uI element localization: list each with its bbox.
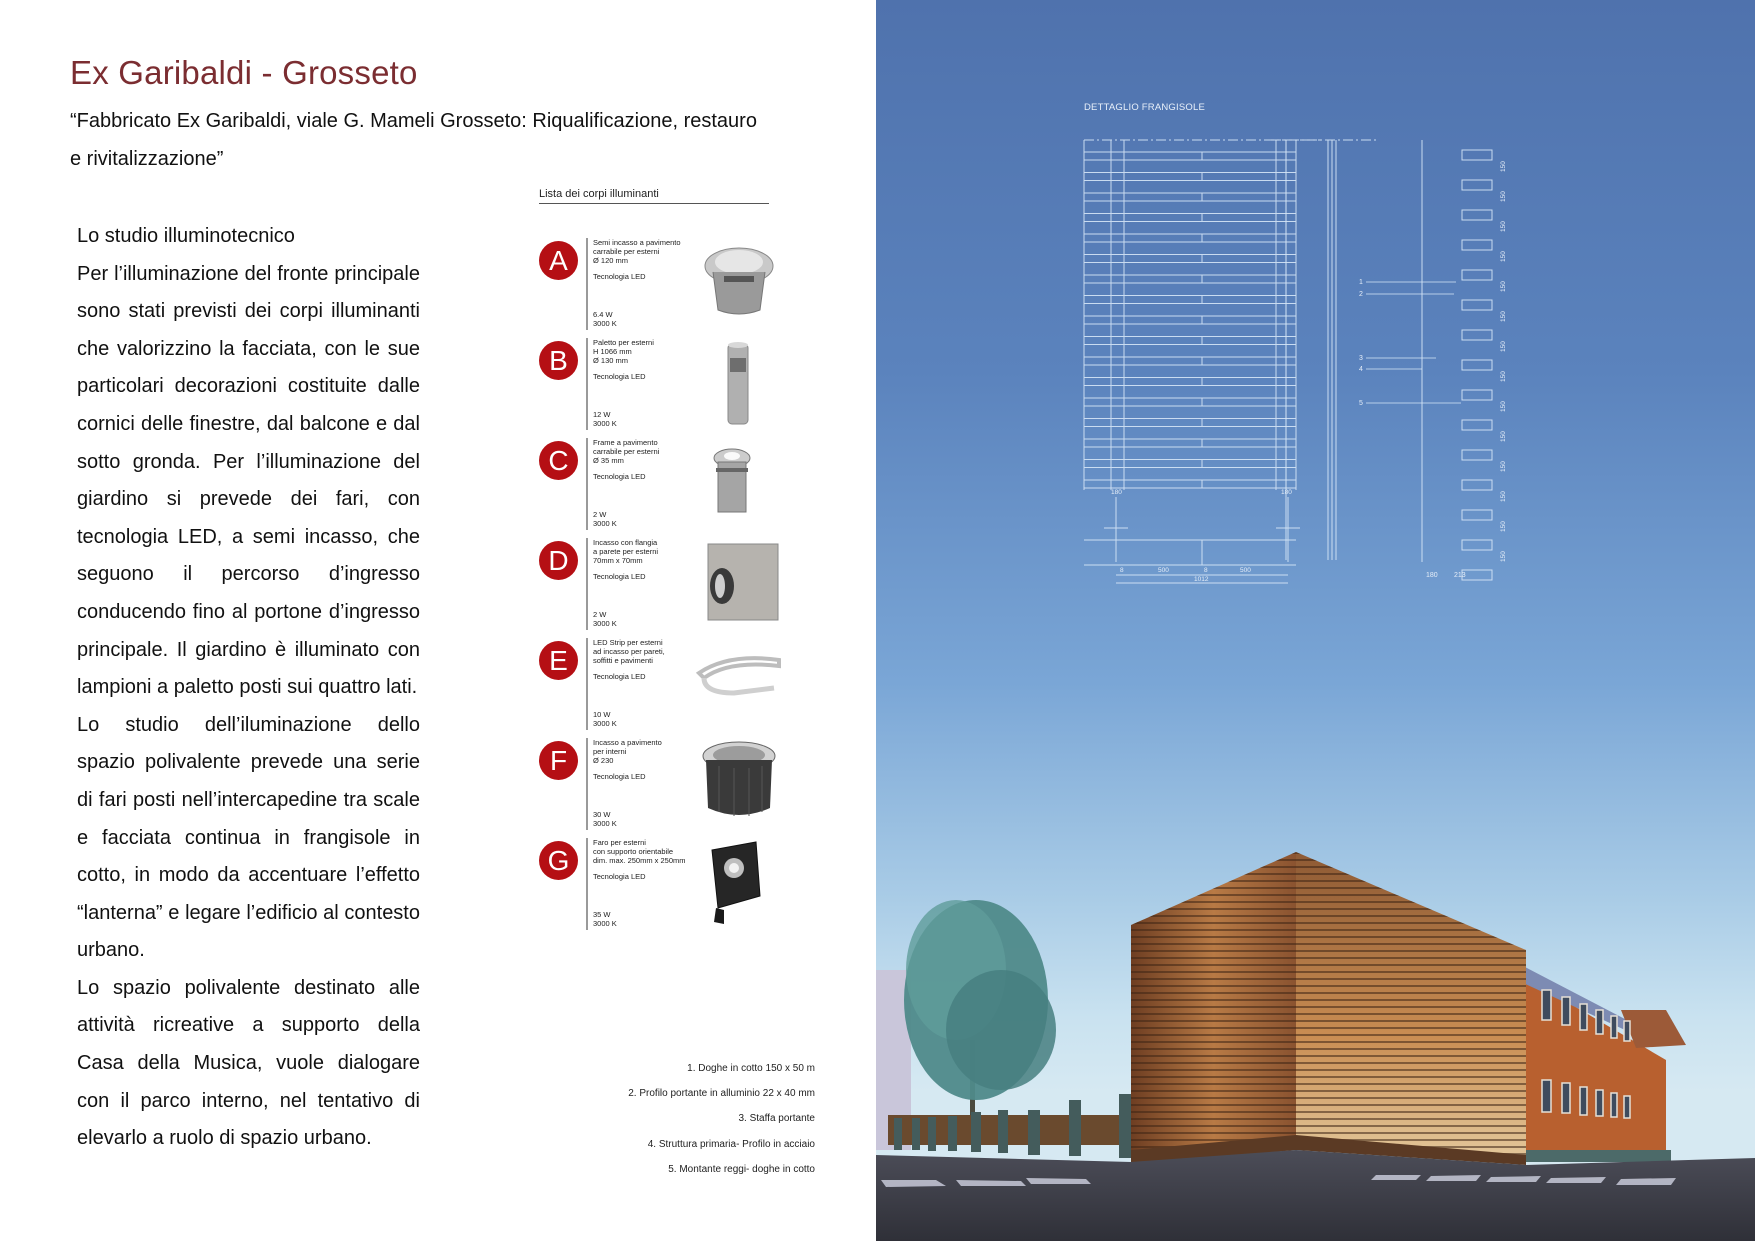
fixture-power bbox=[593, 710, 617, 728]
tree bbox=[904, 900, 1056, 1145]
recessed-floor-light-icon bbox=[694, 738, 784, 830]
drawing-label: DETTAGLIO FRANGISOLE bbox=[1084, 102, 1206, 113]
fixture-technology: Tecnologia LED bbox=[593, 472, 646, 481]
mini-ground-light-icon bbox=[694, 438, 784, 530]
legend-item: 5. Montante reggi- doghe in cotto bbox=[668, 1163, 815, 1175]
fixture-wattage: 6.4 W bbox=[593, 310, 613, 319]
fixture-power bbox=[593, 910, 617, 928]
fixture-description: Faro per esterni con supporto orientabile dim. max. 250mm x 250mm bbox=[593, 838, 686, 865]
paragraph: Lo spazio polivalente destinato alle attività ricreative a supporto della Casa della Musica, vuole dialogare con il parco interno, nel tentativo di elevarlo a ruolo di spazio urbano. bbox=[77, 976, 420, 1150]
fixture-color-temp: 3000 K bbox=[593, 619, 617, 628]
spacing-dim: 150 bbox=[1500, 521, 1507, 532]
fixture-letter-badge: F bbox=[539, 741, 578, 780]
cotto-slat bbox=[1202, 173, 1296, 181]
spacing-dim: 150 bbox=[1500, 341, 1507, 352]
fixture-color-temp: 3000 K bbox=[593, 419, 617, 428]
cotto-slat bbox=[1202, 378, 1296, 386]
slat-section bbox=[1462, 180, 1492, 190]
cotto-slat bbox=[1084, 173, 1202, 181]
fixture-power bbox=[593, 610, 617, 628]
project-subtitle bbox=[70, 102, 830, 178]
slat-section bbox=[1462, 300, 1492, 310]
cotto-slat bbox=[1084, 214, 1202, 222]
fixture-color-temp: 3000 K bbox=[593, 519, 617, 528]
frangisole-section-drawing bbox=[1271, 140, 1492, 580]
fixture-technology: Tecnologia LED bbox=[593, 272, 646, 281]
fixture-letter-badge: A bbox=[539, 241, 578, 280]
fixture-item-b bbox=[539, 338, 799, 430]
fixture-wattage: 30 W bbox=[593, 810, 611, 819]
fixture-spec bbox=[586, 538, 698, 630]
frangisole-elevation-drawing bbox=[1084, 140, 1321, 583]
fixture-item-g bbox=[539, 838, 799, 930]
cotto-slat bbox=[1202, 316, 1296, 324]
cotto-slat bbox=[1202, 337, 1296, 345]
body-text bbox=[77, 218, 420, 1158]
fixture-item-c bbox=[539, 438, 799, 530]
fixture-power bbox=[593, 810, 617, 828]
fixture-description: Semi incasso a pavimento carrabile per esterni Ø 120 mm bbox=[593, 238, 681, 265]
spacing-dim: 150 bbox=[1500, 161, 1507, 172]
cotto-slat bbox=[1084, 480, 1202, 488]
cotto-slat bbox=[1202, 480, 1296, 488]
fixture-item-a bbox=[539, 238, 799, 330]
spacing-dim: 150 bbox=[1500, 551, 1507, 562]
callout-2: 2 bbox=[1359, 291, 1363, 298]
fixture-list-title: Lista dei corpi illuminanti bbox=[539, 188, 769, 204]
callout-5: 5 bbox=[1359, 400, 1363, 407]
cotto-slat bbox=[1202, 439, 1296, 447]
cotto-slat bbox=[1084, 419, 1202, 427]
paragraph: Lo studio dell’iluminazione dello spazio polivalente prevede una serie di fari posti nell’intercapedine tra scale e facciata continua in frangisole in cotto, in modo da accentuare l’effetto “lanterna” e legare l’edificio al contesto urbano. bbox=[77, 713, 420, 962]
fixture-letter-badge: E bbox=[539, 641, 578, 680]
fixture-wattage: 2 W bbox=[593, 510, 607, 519]
cotto-slat bbox=[1084, 275, 1202, 283]
fixture-description: Paletto per esterni H 1066 mm Ø 130 mm bbox=[593, 338, 654, 365]
fixture-power bbox=[593, 410, 617, 428]
fixture-wattage: 12 W bbox=[593, 410, 611, 419]
cotto-slat bbox=[1084, 357, 1202, 365]
legend-item: 1. Doghe in cotto 150 x 50 m bbox=[687, 1063, 815, 1074]
historic-building bbox=[1521, 965, 1686, 1162]
spacing-dim: 150 bbox=[1500, 251, 1507, 262]
cotto-slat bbox=[1084, 316, 1202, 324]
fixture-technology: Tecnologia LED bbox=[593, 672, 646, 681]
dim-gap-left: 8 bbox=[1120, 567, 1124, 574]
cotto-slat bbox=[1084, 255, 1202, 263]
spacing-dim: 150 bbox=[1500, 461, 1507, 472]
fixture-spec bbox=[586, 338, 698, 430]
fixture-technology: Tecnologia LED bbox=[593, 572, 646, 581]
spacing-dim: 150 bbox=[1500, 221, 1507, 232]
led-strip-icon bbox=[694, 638, 784, 730]
fixture-power bbox=[593, 310, 617, 328]
slat-section bbox=[1462, 330, 1492, 340]
slat-section bbox=[1462, 150, 1492, 160]
slat-section bbox=[1462, 450, 1492, 460]
slat-section bbox=[1462, 420, 1492, 430]
fixture-letter-badge: D bbox=[539, 541, 578, 580]
cotto-slat bbox=[1202, 214, 1296, 222]
paragraph: Per l’illuminazione del fronte principale sono stati previsti dei corpi illuminanti che valorizzino la facciata, con le sue particolari decorazioni costituite dalle cornici delle finestre, dal balcone e dal sotto gronda. Per l’illuminazione del giardino si prevede dei fari, con tecnologia LED, a semi incasso, che seguono il percorso d’ingresso conducendo fino al portone d’ingresso principale. Il giardino è illuminato con lampioni a paletto posti sui quattro lati. bbox=[77, 262, 420, 699]
slat-section bbox=[1462, 270, 1492, 280]
dim-right-width: 180 bbox=[1281, 489, 1292, 496]
spacing-dim: 150 bbox=[1500, 191, 1507, 202]
callout-3: 3 bbox=[1359, 355, 1363, 362]
garden-wall bbox=[888, 1115, 1148, 1145]
section-spacing-dims bbox=[1500, 161, 1507, 562]
spacing-dim: 150 bbox=[1500, 311, 1507, 322]
slat-section bbox=[1462, 390, 1492, 400]
fixture-letter-badge: G bbox=[539, 841, 578, 880]
cotto-brise-soleil-building bbox=[1131, 852, 1526, 1165]
callout-4: 4 bbox=[1359, 366, 1363, 373]
fixture-color-temp: 3000 K bbox=[593, 719, 617, 728]
fixture-spec bbox=[586, 238, 698, 330]
cotto-slat bbox=[1084, 193, 1202, 201]
cotto-slat bbox=[1202, 193, 1296, 201]
fixture-spec bbox=[586, 838, 698, 930]
cotto-slat bbox=[1202, 357, 1296, 365]
cotto-slat bbox=[1084, 337, 1202, 345]
wall-recessed-light-icon bbox=[694, 538, 784, 630]
slat-section bbox=[1462, 240, 1492, 250]
cotto-slat bbox=[1202, 460, 1296, 468]
dim-span-left: 500 bbox=[1158, 567, 1169, 574]
fixture-item-e bbox=[539, 638, 799, 730]
spacing-dim: 150 bbox=[1500, 371, 1507, 382]
street bbox=[876, 1150, 1755, 1241]
slat-section bbox=[1462, 210, 1492, 220]
subtitle-line-1: “Fabbricato Ex Garibaldi, viale G. Mameli Grosseto: Riqualificazione, restauro bbox=[70, 110, 757, 132]
fixture-letter-badge: C bbox=[539, 441, 578, 480]
floodlight-icon bbox=[694, 838, 784, 930]
section-callouts bbox=[1359, 279, 1466, 579]
legend-item: 2. Profilo portante in alluminio 22 x 40 mm bbox=[628, 1088, 815, 1100]
fixture-wattage: 2 W bbox=[593, 610, 607, 619]
cotto-slat bbox=[1202, 255, 1296, 263]
fixture-technology: Tecnologia LED bbox=[593, 372, 646, 381]
cotto-slat bbox=[1202, 398, 1296, 406]
fixture-color-temp: 3000 K bbox=[593, 319, 617, 328]
elevation-dimensions bbox=[1111, 489, 1292, 583]
slat-section bbox=[1462, 480, 1492, 490]
callout-leaders bbox=[1366, 282, 1461, 403]
fixture-description: LED Strip per esterni ad incasso per pareti, soffitti e pavimenti bbox=[593, 638, 665, 665]
fixture-wattage: 35 W bbox=[593, 910, 611, 919]
cotto-slat bbox=[1084, 398, 1202, 406]
slat-section bbox=[1462, 360, 1492, 370]
fixture-power bbox=[593, 510, 617, 528]
fixture-description: Frame a pavimento carrabile per esterni Ø 35 mm bbox=[593, 438, 660, 465]
fixture-item-d bbox=[539, 538, 799, 630]
dim-left-width: 180 bbox=[1111, 489, 1122, 496]
spacing-dim: 150 bbox=[1500, 281, 1507, 292]
fixture-spec bbox=[586, 738, 698, 830]
drawing-legend bbox=[600, 1063, 815, 1189]
legend-item: 4. Struttura primaria- Profilo in acciaio bbox=[647, 1138, 815, 1150]
fixture-color-temp: 3000 K bbox=[593, 819, 617, 828]
cotto-slat bbox=[1084, 378, 1202, 386]
callout-1: 1 bbox=[1359, 279, 1363, 286]
cotto-slat bbox=[1202, 234, 1296, 242]
render-panel bbox=[876, 0, 1755, 1241]
cotto-slat bbox=[1084, 152, 1202, 160]
fixture-technology: Tecnologia LED bbox=[593, 772, 646, 781]
in-ground-spotlight-icon bbox=[694, 238, 784, 330]
dim-gap-mid: 8 bbox=[1204, 567, 1208, 574]
fixture-wattage: 10 W bbox=[593, 710, 611, 719]
dim-base-right: 213 bbox=[1454, 572, 1466, 579]
cotto-slat bbox=[1084, 296, 1202, 304]
dim-base-left: 180 bbox=[1426, 572, 1438, 579]
dim-span-right: 500 bbox=[1240, 567, 1251, 574]
render-illustration bbox=[876, 0, 1755, 1241]
slat-section bbox=[1462, 540, 1492, 550]
fixture-spec bbox=[586, 638, 698, 730]
fixture-description: Incasso con flangia a parete per esterni 70mm x 70mm bbox=[593, 538, 659, 565]
slat-section bbox=[1462, 510, 1492, 520]
cotto-slat bbox=[1202, 419, 1296, 427]
slat-section bbox=[1462, 570, 1492, 580]
section-heading: Lo studio illuminotecnico bbox=[77, 225, 295, 247]
spacing-dim: 150 bbox=[1500, 491, 1507, 502]
cotto-slat bbox=[1202, 275, 1296, 283]
fixture-color-temp: 3000 K bbox=[593, 919, 617, 928]
cotto-slat bbox=[1202, 152, 1296, 160]
cotto-slat bbox=[1084, 460, 1202, 468]
subtitle-line-2: e rivitalizzazione” bbox=[70, 148, 224, 170]
legend-item: 3. Staffa portante bbox=[738, 1113, 815, 1125]
fixture-spec bbox=[586, 438, 698, 530]
cotto-slat bbox=[1084, 439, 1202, 447]
fixture-technology: Tecnologia LED bbox=[593, 872, 646, 881]
fixture-item-f bbox=[539, 738, 799, 830]
cotto-slat bbox=[1084, 234, 1202, 242]
bollard-light-icon bbox=[694, 338, 784, 430]
spacing-dim: 150 bbox=[1500, 401, 1507, 412]
page-title: Ex Garibaldi - Grosseto bbox=[70, 54, 418, 91]
fixture-description: Incasso a pavimento per interni Ø 230 bbox=[593, 738, 662, 765]
cotto-slat bbox=[1202, 296, 1296, 304]
dim-total: 1012 bbox=[1194, 576, 1209, 583]
spacing-dim: 150 bbox=[1500, 431, 1507, 442]
fixture-letter-badge: B bbox=[539, 341, 578, 380]
